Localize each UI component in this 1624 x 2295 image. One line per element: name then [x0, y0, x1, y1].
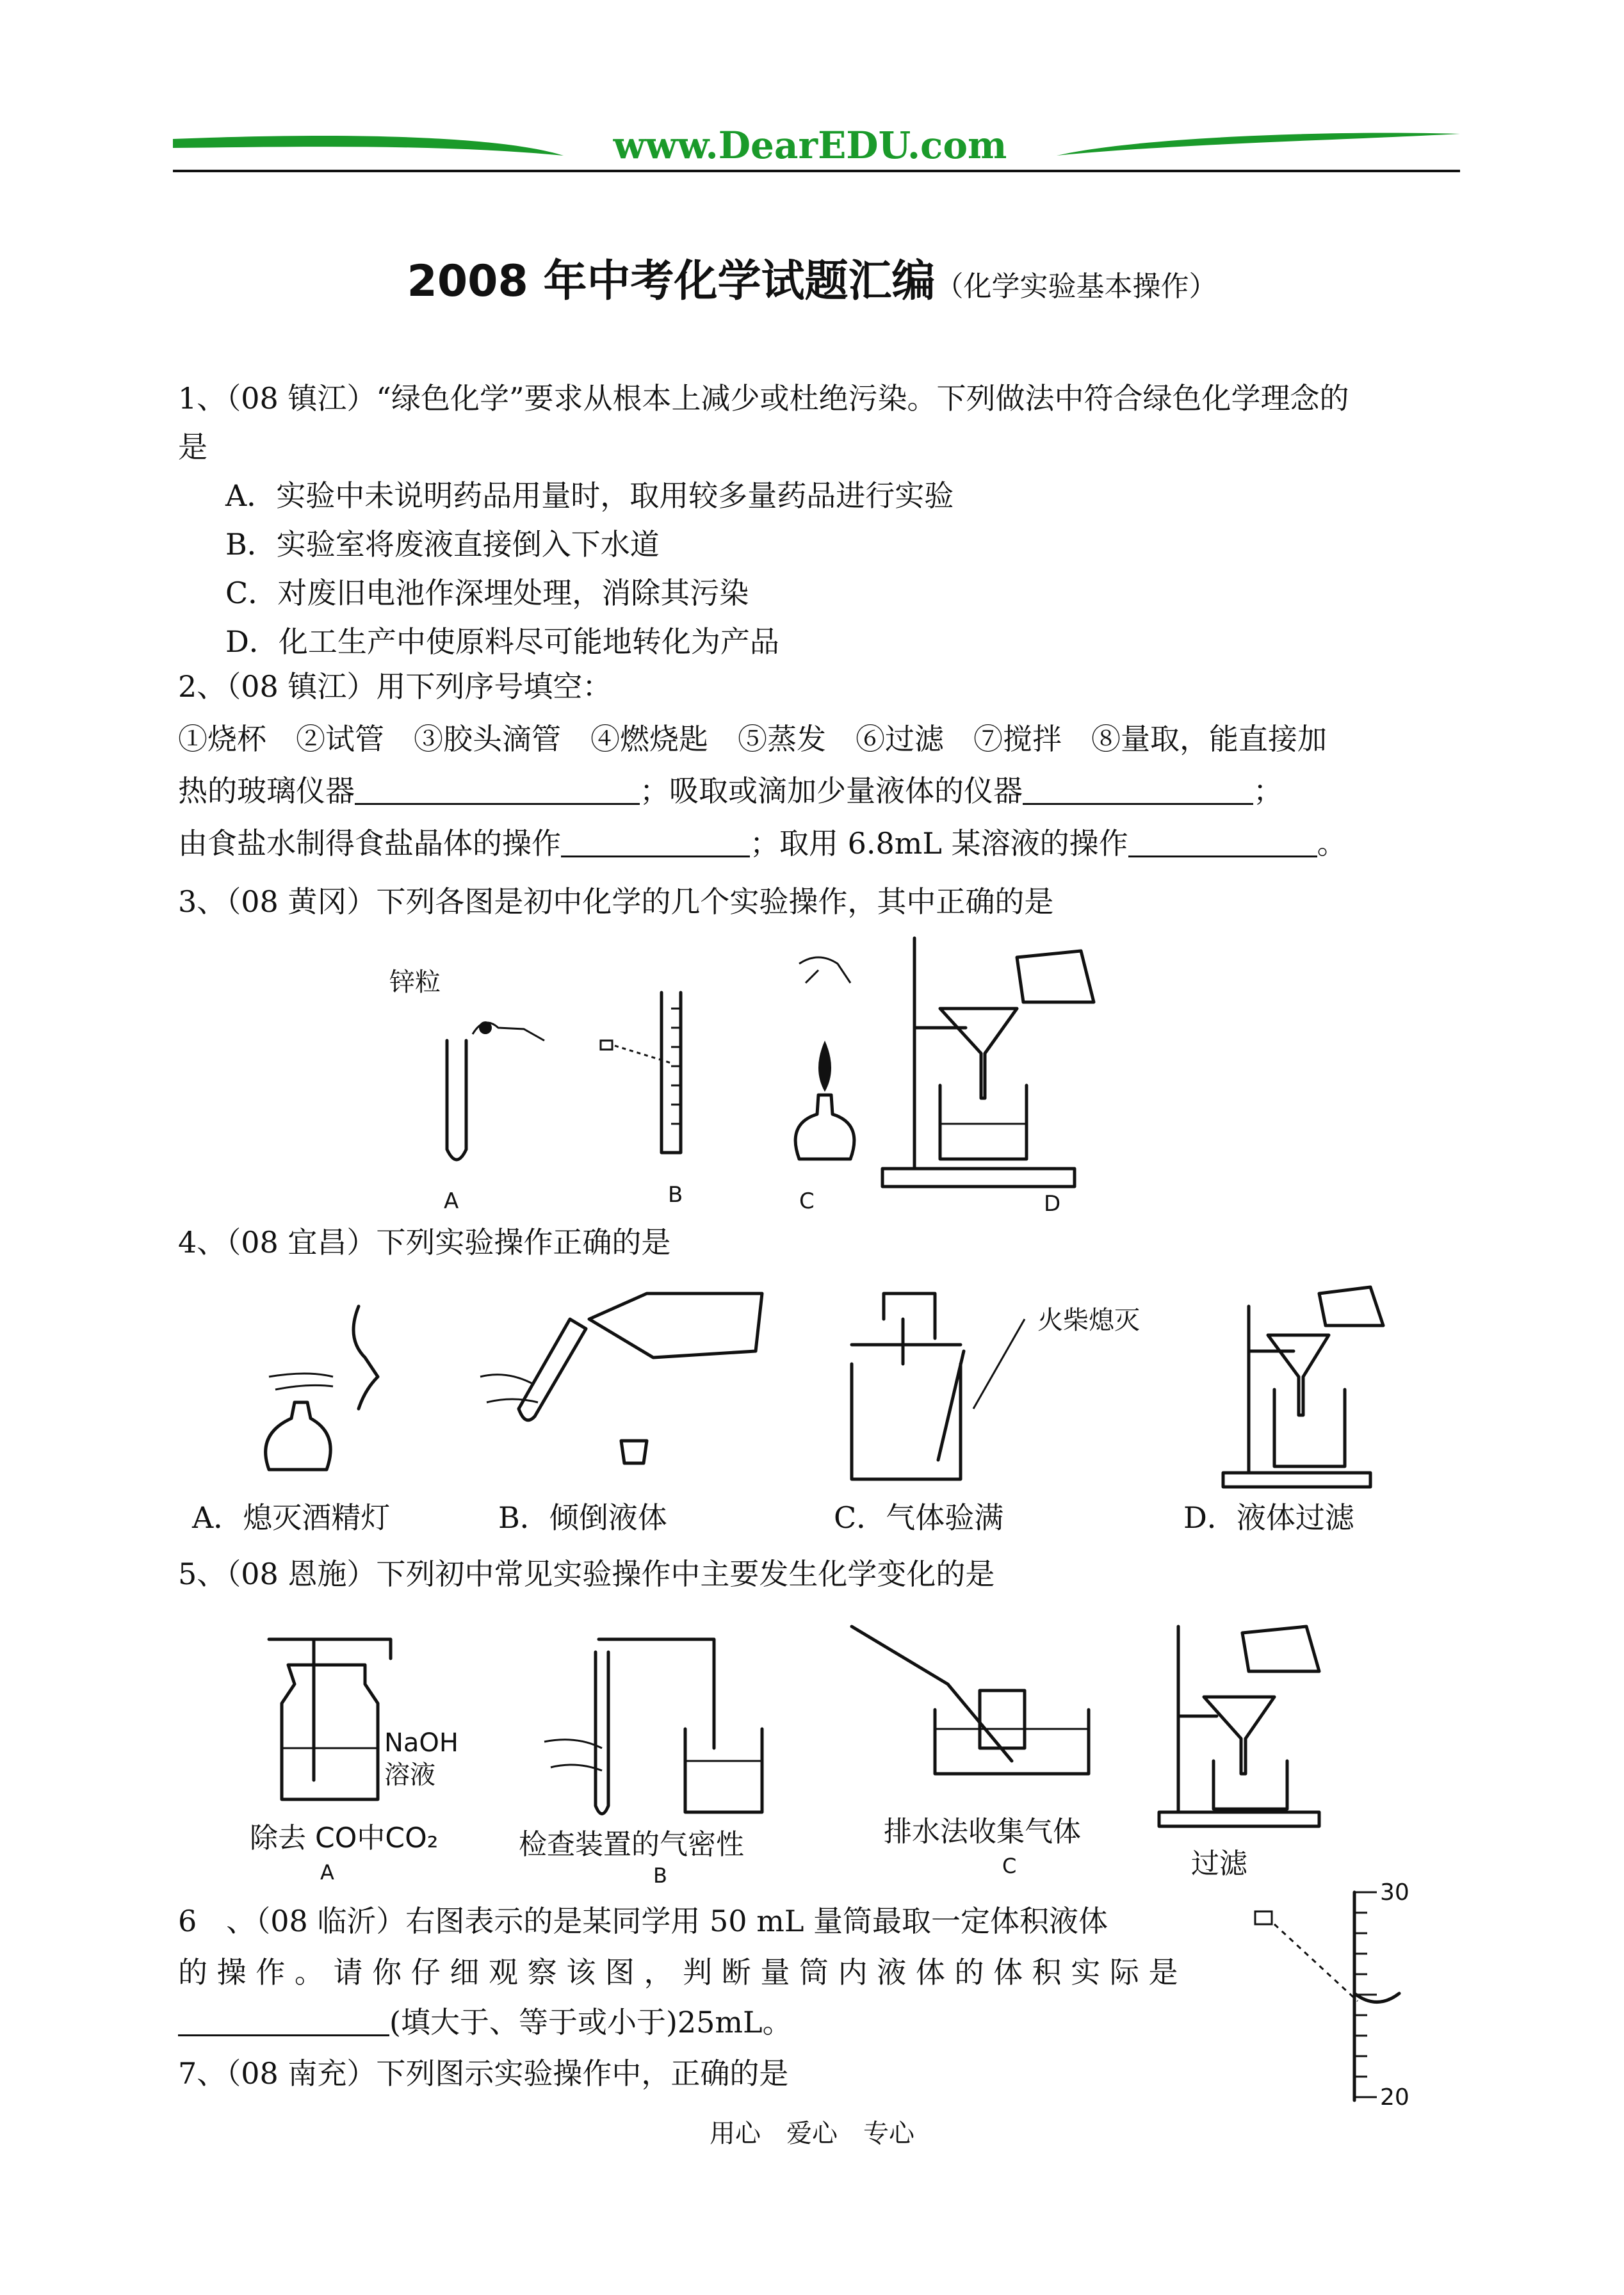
filtration-figure-2 — [1223, 1287, 1383, 1487]
header-banner — [173, 125, 1460, 176]
q1-option-c: C．对废旧电池作深埋处理，消除其污染 — [225, 576, 749, 610]
title-sub: （化学实验基本操作） — [935, 270, 1217, 303]
match-out-label: 火柴熄灭 — [1037, 1306, 1140, 1335]
cylinder-scale-figure — [1230, 1879, 1441, 2116]
q4-text: 4、（08 宜昌）下列实验操作正确的是 — [178, 1225, 671, 1260]
pour-liquid-figure — [480, 1293, 762, 1463]
q3-label-b: B — [668, 1182, 683, 1208]
header-rule — [173, 170, 1460, 172]
q5-label-a: A — [320, 1860, 334, 1885]
q2-l4c: 。 — [1317, 826, 1347, 861]
alcohol-lamp-figure — [795, 957, 854, 1159]
q2-line1: 2、（08 镇江）用下列序号填空： — [178, 669, 612, 704]
solution-label: 溶液 — [384, 1760, 435, 1790]
q5-caption-c: 排水法收集气体 — [884, 1815, 1081, 1848]
blow-lamp-figure — [266, 1306, 378, 1470]
q1-option-b: B．实验室将废液直接倒入下水道 — [225, 527, 660, 562]
answer-blank-2[interactable] — [1023, 774, 1253, 805]
q4-figure — [211, 1281, 1428, 1492]
page-footer: 用心 爱心 专心 — [710, 2119, 914, 2148]
right-swoosh — [1057, 133, 1460, 156]
q5-caption-b: 检查装置的气密性 — [519, 1828, 744, 1861]
q5-label-b: B — [653, 1863, 667, 1888]
gas-bottle-figure — [852, 1293, 1140, 1479]
q6-line3-text: (填大于、等于或小于)25mL。 — [389, 2005, 792, 2040]
q1-line2: 是 — [178, 430, 207, 464]
q2-l3c: ； — [1253, 774, 1283, 808]
scale-label-20: 20 — [1380, 2084, 1409, 2111]
title-main: 2008 年中考化学试题汇编 — [407, 256, 936, 307]
left-swoosh — [173, 136, 564, 156]
q2-line3 — [178, 772, 1283, 810]
q5-figure — [243, 1620, 1345, 1889]
q6-line2: 的 操 作 。 请 你 仔 细 观 察 该 图 ， 判 断 量 筒 内 液 体 的 体 积 实 际 是 — [178, 1955, 1178, 1990]
q2-line4 — [178, 824, 1347, 863]
q1-option-a: A．实验中未说明药品用量时，取用较多量药品进行实验 — [225, 478, 954, 513]
q4-caption-a: A．熄灭酒精灯 — [192, 1500, 391, 1535]
q2-items: ①烧杯 ②试管 ③胶头滴管 ④燃烧匙 ⑤蒸发 ⑥过滤 ⑦搅拌 ⑧量取，能直接加 — [178, 722, 1327, 756]
q4-caption-d: D．液体过滤 — [1183, 1500, 1354, 1535]
test-tube-figure — [447, 1021, 544, 1160]
answer-blank-3[interactable] — [561, 826, 750, 857]
q2-l3b: ；吸取或滴加少量液体的仪器 — [640, 774, 1023, 808]
q3-label-a: A — [444, 1188, 459, 1214]
scale-label-30: 30 — [1380, 1879, 1409, 1906]
water-collection-figure — [852, 1626, 1089, 1878]
q1-line1: 1、（08 镇江）“绿色化学”要求从根本上减少或杜绝污染。下列做法中符合绿色化学理念的 — [178, 381, 1349, 416]
answer-blank-5[interactable] — [178, 2005, 389, 2036]
page-title — [0, 247, 1624, 309]
q7-text: 7、（08 南充）下列图示实验操作中，正确的是 — [178, 2056, 789, 2091]
site-logo-text: www.DearEDU.com — [613, 124, 1007, 167]
q2-l3a: 热的玻璃仪器 — [178, 774, 355, 808]
q1-option-d: D．化工生产中使原料尽可能地转化为产品 — [225, 624, 779, 659]
filtration-figure — [882, 938, 1094, 1187]
cylinder-reading-figure — [601, 993, 681, 1153]
answer-blank-4[interactable] — [1128, 826, 1317, 857]
q2-l4b: ；取用 6.8mL 某溶液的操作 — [750, 826, 1128, 861]
q6-line1: 6 、（08 临沂）右图表示的是某同学用 50 mL 量筒最取一定体积液体 — [178, 1904, 1108, 1938]
q5-label-c: C — [1002, 1854, 1017, 1878]
q6-line3 — [178, 2003, 792, 2041]
q5-text: 5、（08 恩施）下列初中常见实验操作中主要发生化学变化的是 — [178, 1557, 995, 1591]
airtight-check-figure — [519, 1639, 762, 1888]
q3-text: 3、（08 黄冈）下列各图是初中化学的几个实验操作，其中正确的是 — [178, 884, 1054, 919]
q3-label-d: D — [1044, 1191, 1061, 1217]
q4-caption-b: B．倾倒液体 — [498, 1500, 667, 1535]
q2-l4a: 由食盐水制得食盐晶体的操作 — [178, 826, 561, 861]
filtration-figure-3 — [1159, 1626, 1319, 1880]
q3-figure — [377, 932, 1164, 1217]
q5-caption-d: 过滤 — [1191, 1847, 1247, 1880]
wash-bottle-figure — [250, 1639, 459, 1885]
q3-label-c: C — [799, 1188, 815, 1214]
answer-blank-1[interactable] — [355, 774, 640, 805]
zinc-granule-label: 锌粒 — [389, 968, 441, 997]
q4-caption-c: C．气体验满 — [834, 1500, 1004, 1535]
naoh-label: NaOH — [384, 1728, 459, 1758]
q5-caption-a: 除去 CO中CO₂ — [250, 1822, 439, 1854]
